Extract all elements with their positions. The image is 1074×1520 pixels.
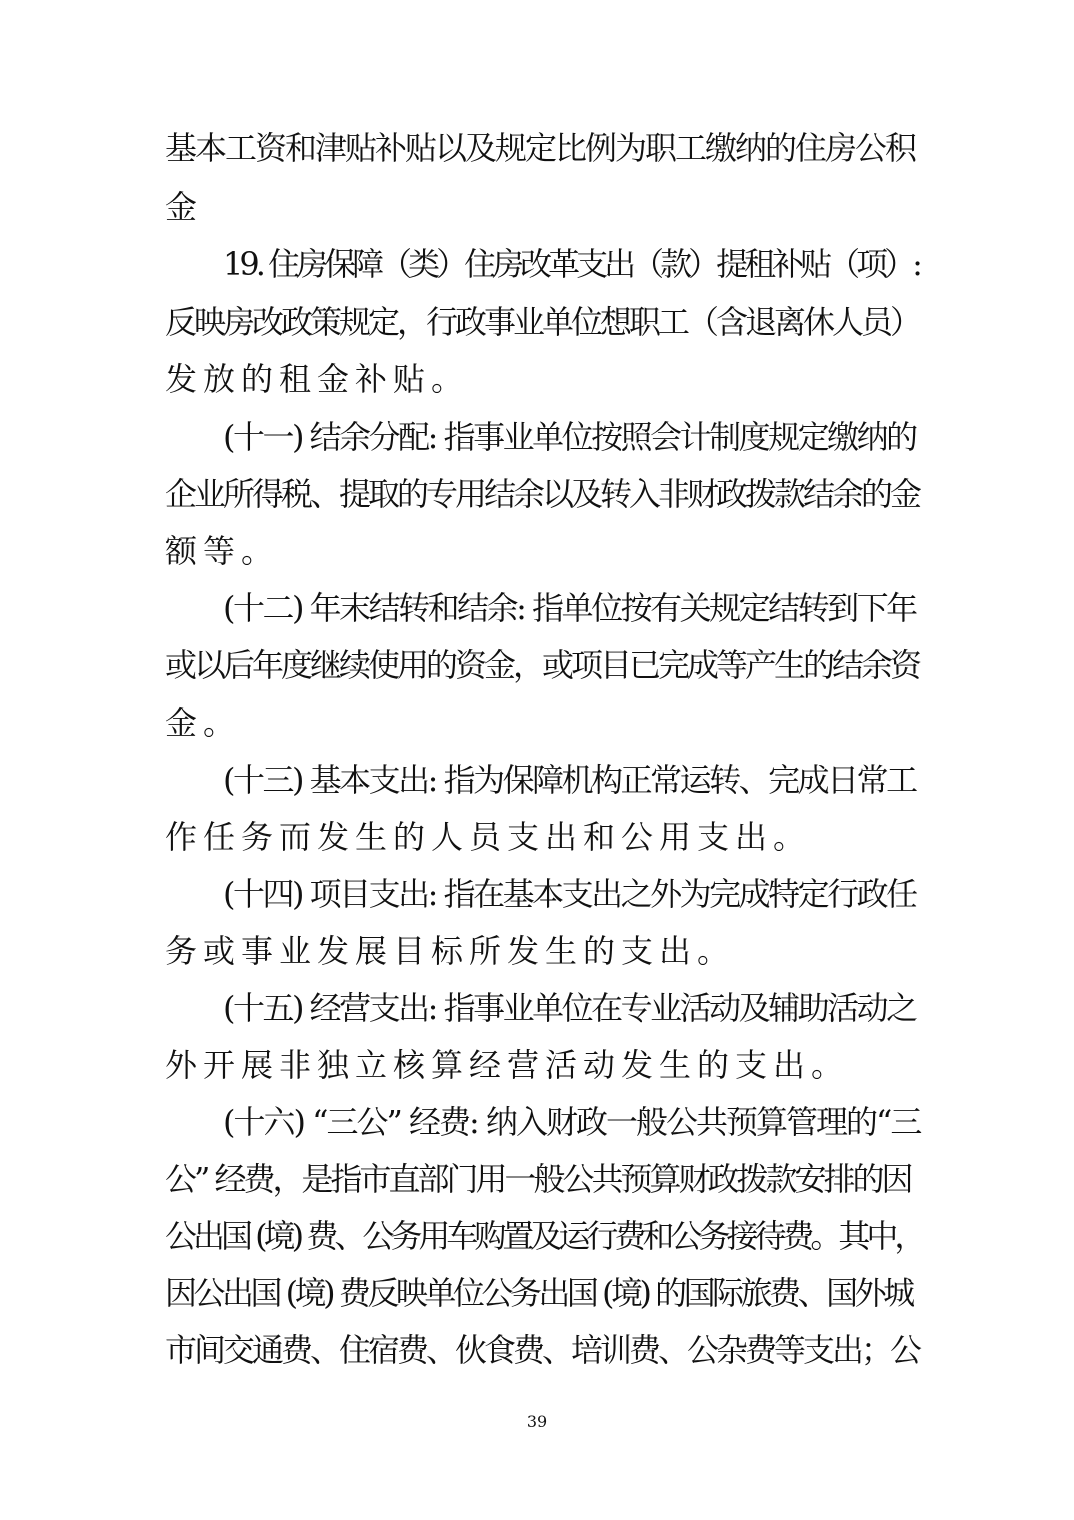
text-line: (十四) 项目支出: 指在基本支出之外为完成特定行政任 xyxy=(223,875,916,913)
text-line: 公出国 (境) 费、公务用车购置及运行费和公务接待费。其中， xyxy=(165,1217,923,1255)
text-line: (十二) 年末结转和结余: 指单位按有关规定结转到下年 xyxy=(223,589,916,627)
page-number: 39 xyxy=(526,1412,548,1431)
text-line: 企业所得税、提取的专用结余以及转入非财政拨款结余的金 xyxy=(165,475,920,513)
text-line: 因公出国 (境) 费反映单位公务出国 (境) 的国际旅费、国外城 xyxy=(165,1274,912,1312)
text-line: 发放的租金补贴。 xyxy=(165,360,470,398)
text-line: 基本工资和津贴补贴以及规定比例为职工缴纳的住房公积 xyxy=(165,129,916,167)
text-line: 公” 经费，是指市直部门用一般公共预算财政拨款安排的因 xyxy=(165,1160,911,1198)
text-line: 务或事业发展目标所发生的支出。 xyxy=(165,932,736,970)
text-line: 反映房改政策规定，行政事业单位想职工（含退离休人员） xyxy=(165,303,920,341)
text-line: (十六) “三公” 经费: 纳入财政一般公共预算管理的“三 xyxy=(223,1103,921,1141)
text-line: (十五) 经营支出: 指事业单位在专业活动及辅助活动之 xyxy=(223,989,916,1027)
text-line: 作任务而发生的人员支出和公用支出。 xyxy=(165,818,812,856)
text-line: 市间交通费、住宿费、伙食费、培训费、公杂费等支出；公 xyxy=(165,1331,920,1369)
text-line: 金 xyxy=(165,188,204,226)
text-line: (十三) 基本支出: 指为保障机构正常运转、完成日常工 xyxy=(223,761,916,799)
text-line: 或以后年度继续使用的资金，或项目已完成等产生的结余资 xyxy=(165,646,920,684)
text-line: 额等。 xyxy=(165,532,280,570)
text-line: (十一) 结余分配: 指事业单位按照会计制度规定缴纳的 xyxy=(223,418,916,456)
text-line: 19. 住房保障（类）住房改革支出（款）提租补贴（项）: xyxy=(223,245,919,283)
text-line: 外开展非独立核算经营活动发生的支出。 xyxy=(165,1046,850,1084)
text-line: 金。 xyxy=(165,704,242,742)
